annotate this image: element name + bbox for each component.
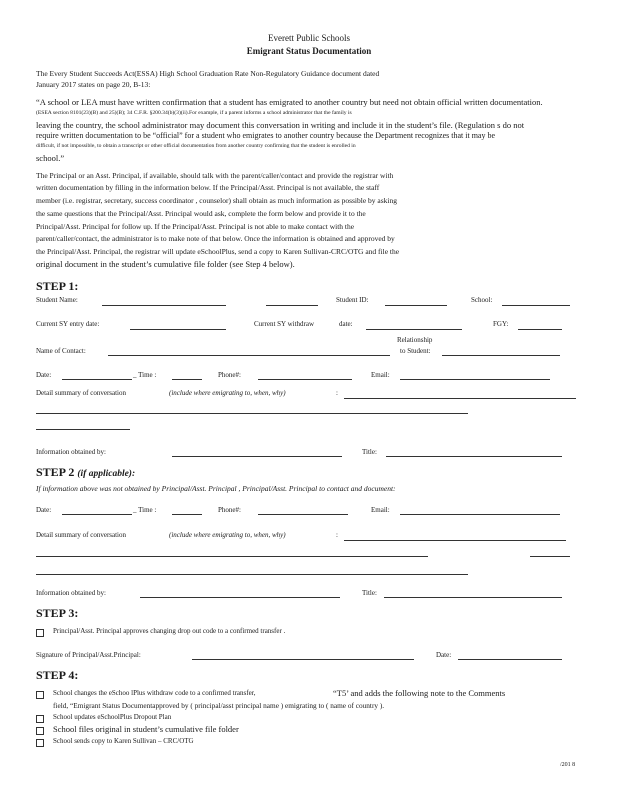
quote-line-5: difficult, if not impossible, to obtain a transcript or other official documentation from another country confirming that the student is enrolled in [36,143,356,149]
step4-item-3: School files original in student’s cumulative file folder [53,724,239,734]
student-name-label: Student Name: [36,296,78,304]
step4-checkbox-1[interactable] [36,691,44,699]
footer-date: /201 8 [560,762,576,768]
body-line-4: the same questions that the Principal/Asst. Principal would ask, complete the form below and provide it to the [36,209,366,218]
fgy-field[interactable] [518,329,562,330]
signature-label: Signature of Principal/Asst.Principal: [36,651,141,659]
signature-field[interactable] [192,659,414,660]
relationship-label: Relationship [397,336,433,344]
detail-field-3[interactable] [36,429,130,430]
step4-item-1b: “T5’ and adds the following note to the Comments [333,688,506,698]
step4-heading: STEP 4: [36,668,79,682]
step2-detail-field-1[interactable] [344,540,566,541]
step2-detail-field-2[interactable] [36,556,428,557]
info-by-field[interactable] [172,456,342,457]
step3-heading: STEP 3: [36,606,79,620]
step2-detail-field-3[interactable] [530,556,570,557]
body-line-5: Principal/Asst. Principal for follow up. If the Principal/Asst. Principal is not able to make contact with the [36,222,355,231]
step2-email-label: Email: [371,506,390,514]
body-line-7: the Principal/Asst. Principal, the registrar will update eSchoolPlus, send a copy to Karen Sullivan-CRC/OTG and file the [36,247,400,256]
step2-email-field[interactable] [400,514,560,515]
detail-field-1[interactable] [344,398,576,399]
to-student-label: to Student: [400,347,431,355]
school-label: School: [471,296,493,304]
info-title-label: Title: [362,448,377,456]
step2-info-by-field[interactable] [140,597,340,598]
step2-detail-colon: : [336,531,338,539]
signature-date-field[interactable] [458,659,562,660]
detail-label: Detail summary of conversation [36,389,127,397]
info-title-field[interactable] [386,456,562,457]
fgy-label: FGY: [493,320,509,328]
contact-name-label: Name of Contact: [36,347,86,355]
time-label: _ Time : [133,371,157,379]
student-name-field[interactable] [102,305,226,306]
step4-checkbox-2[interactable] [36,715,44,723]
quote-line-4: require written documentation to be “official” for a student who emigrates to another country because the Department recognizes that it may be [36,131,496,140]
intro-line-2: January 2017 states on page 20, B-13: [36,80,151,89]
step2-instructions: If information above was not obtained by Principal/Asst. Principal , Principal/Asst. Principal to contact and document: [36,484,396,493]
step2-heading [36,466,135,480]
contact-name-field[interactable] [108,355,390,356]
step2-heading-text: STEP 2 [36,465,75,479]
step4-item-4: School sends copy to Karen Sullivan – CRC/OTG [53,737,194,745]
email-label: Email: [371,371,390,379]
entry-date-field[interactable] [130,329,226,330]
step1-heading: STEP 1: [36,279,79,293]
relationship-field[interactable] [442,355,560,356]
body-line-1: The Principal or an Asst. Principal, if available, should talk with the parent/caller/contact and provide the registrar with [36,171,394,180]
quote-line-3: leaving the country, the school administrator may document this conversation in writing and include it in the student’s file. (Regulation s do not [36,120,525,130]
withdraw-label: Current SY withdraw [254,320,315,328]
detail-colon: : [336,389,338,397]
step3-item-text: Principal/Asst. Principal approves changing drop out code to a confirmed transfer . [53,627,286,635]
contact-date-label: Date: [36,371,52,379]
detail-hint: (include where emigrating to, when, why) [169,389,286,397]
step2-title-field[interactable] [384,597,562,598]
step2-time-field[interactable] [172,514,202,515]
quote-line-1: “A school or LEA must have written confirmation that a student has emigrated to another country but need not obtain official written documentation. [36,97,543,107]
district-name: Everett Public Schools [268,33,350,43]
email-field[interactable] [400,379,550,380]
withdraw-date-label: date: [339,320,353,328]
student-id-label: Student ID: [336,296,369,304]
time-field[interactable] [172,379,202,380]
detail-field-2[interactable] [36,413,468,414]
phone-label: Phone#: [218,371,241,379]
intro-line-1: The Every Student Succeeds Act(ESSA) High School Graduation Rate Non-Regulatory Guidance document dated [36,69,380,78]
step4-item-1c: field, “Emigrant Status Documentapproved by ( principal/asst principal name ) emigrating to ( name of country ). [53,701,385,710]
step2-detail-field-4[interactable] [36,574,468,575]
document-title: Emigrant Status Documentation [246,46,372,56]
step2-title-label: Title: [362,589,377,597]
step4-item-2: School updates eSchoolPlus Dropout Plan [53,713,172,721]
step3-checkbox[interactable] [36,629,44,637]
contact-date-field[interactable] [62,379,132,380]
withdraw-date-field[interactable] [366,329,462,330]
body-line-6: parent/caller/contact, the administrator is to make note of that below. Once the information is obtained and approved by [36,234,395,243]
student-id-field[interactable] [385,305,447,306]
step2-phone-label: Phone#: [218,506,241,514]
body-line-3: member (i.e. registrar, secretary, success coordinator , counselor) shall obtain as much information as possible by asking [36,196,397,205]
phone-field[interactable] [258,379,352,380]
body-line-8: original document in the student’s cumulative file folder (see Step 4 below). [36,259,295,269]
school-field[interactable] [502,305,570,306]
step2-date-field[interactable] [62,514,132,515]
info-by-label: Information obtained by: [36,448,106,456]
step4-item-1a: School changes the eSchoo lPlus withdraw code to a confirmed transfer, [53,689,256,697]
entry-date-label: Current SY entry date: [36,320,100,328]
step2-heading-note: (if applicable): [77,469,136,479]
step4-checkbox-4[interactable] [36,739,44,747]
step2-info-by-label: Information obtained by: [36,589,106,597]
step4-checkbox-3[interactable] [36,727,44,735]
signature-date-label: Date: [436,651,452,659]
quote-line-2: (ESEA section 8101(23)(B) and 25)(B); 34 C.F.R. §200.34(b)(3)(ii).For example, if a parent informs a school administrator that the family is [36,110,352,116]
body-line-2: written documentation by filling in the information below. If the Principal/Asst. Principal is not available, the staff [36,183,380,192]
step2-time-label: _ Time : [133,506,157,514]
quote-line-6: school.” [36,153,65,163]
step2-phone-field[interactable] [258,514,348,515]
step2-detail-hint: (include where emigrating to, when, why) [169,531,286,539]
step2-detail-label: Detail summary of conversation [36,531,127,539]
student-name-field-2[interactable] [266,305,318,306]
step2-date-label: Date: [36,506,52,514]
